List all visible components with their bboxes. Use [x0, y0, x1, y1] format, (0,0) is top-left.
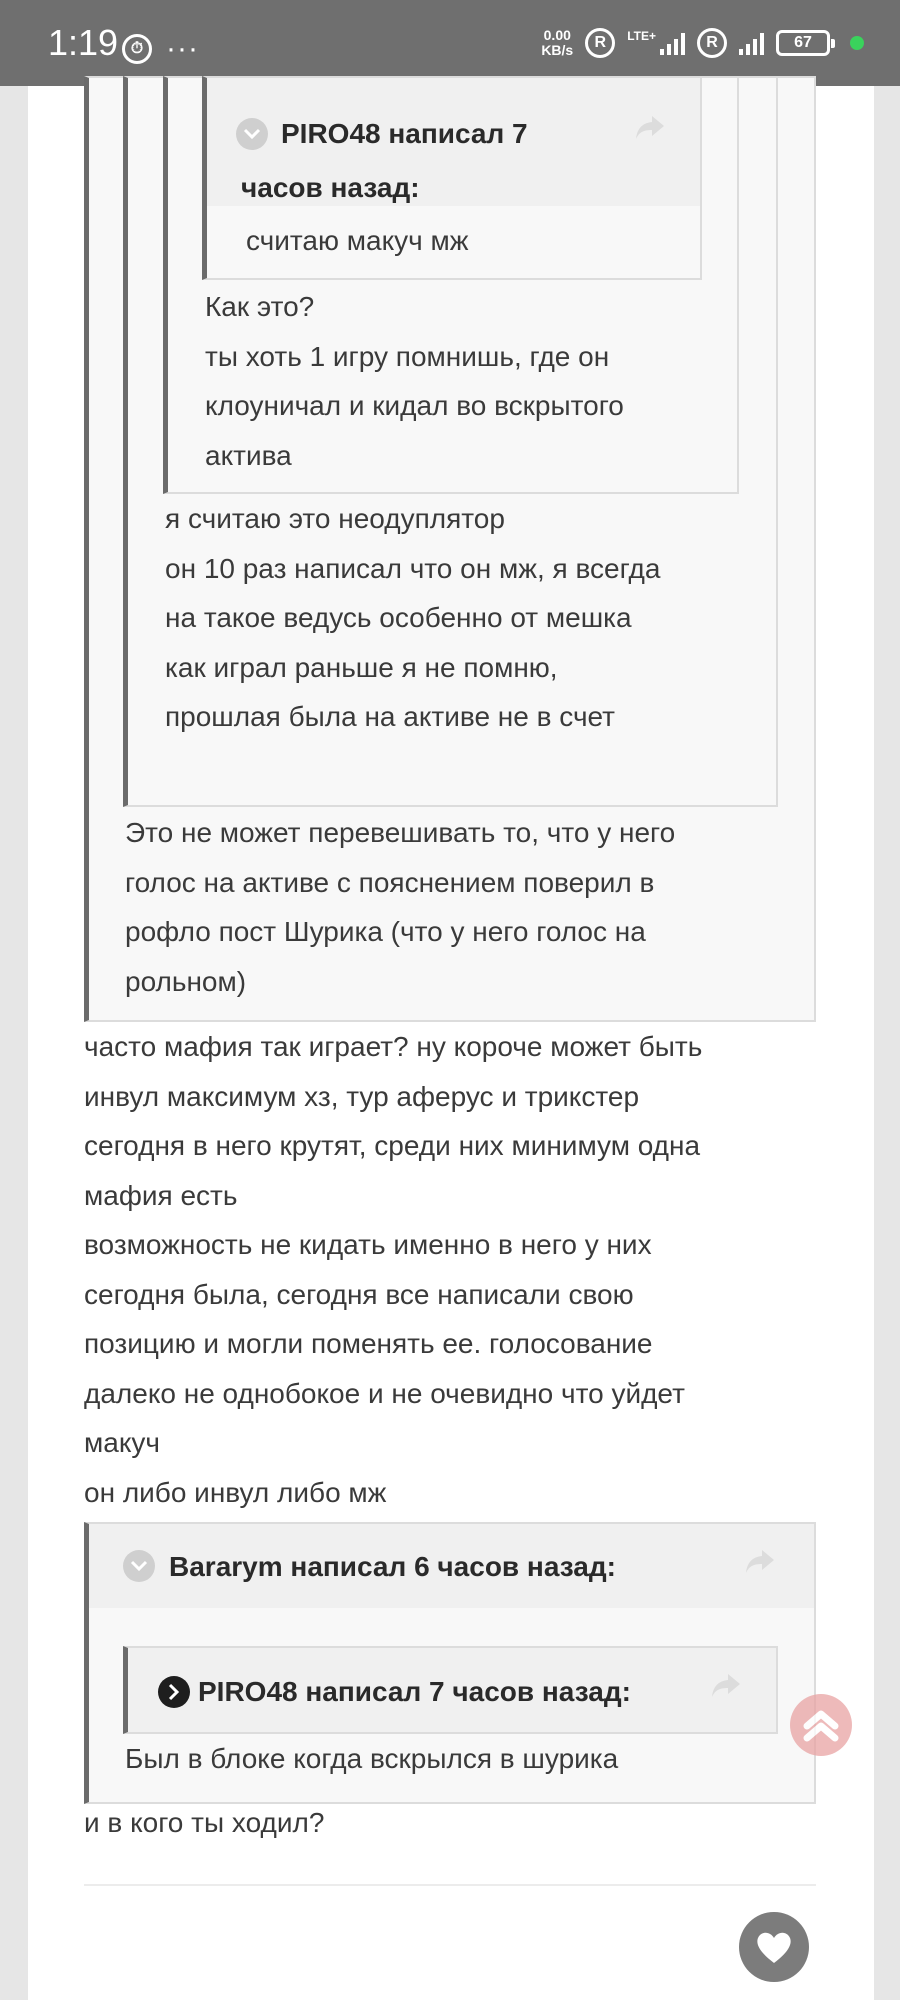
reply-text: и в кого ты ходил?: [84, 1807, 325, 1838]
share-icon[interactable]: [744, 1548, 776, 1576]
network-speed: 0.00 KB/s: [541, 27, 574, 58]
quote-header-piro48-collapsed[interactable]: [128, 1648, 776, 1732]
status-bar: [0, 0, 900, 86]
quote-header-piro48[interactable]: [207, 78, 700, 206]
scroll-top-button[interactable]: [790, 1694, 852, 1756]
more-notifications-icon: ···: [166, 32, 199, 65]
signal-icon-2: [739, 31, 764, 55]
quote-author: PIRO48 написал 7: [281, 118, 528, 149]
post-body: часто мафия так играет? ну короче может быть инвул максимум хз, тур аферус и трикстер сегодня в него крутят, среди них минимум одна мафия есть возможность не кидать именно в него у них сегодня была, сегодня все написали свою позицию и могли поменять ее. голосование далеко не однобокое и не очевидно что уйдет макуч он либо инвул либо мж: [84, 1031, 703, 1508]
quote-author: Bararym написал 6 часов назад:: [169, 1551, 616, 1582]
expand-chevron-icon[interactable]: [158, 1676, 190, 1708]
share-icon[interactable]: [710, 1672, 742, 1700]
quote-level-1-text: я считаю это неодуплятор он 10 раз написал что он мж, я всегда на такое ведусь особенно от мешка как играл раньше я не помню, прошлая была на активе не в счет: [165, 503, 661, 732]
share-icon[interactable]: [634, 114, 666, 142]
quote-author-time: часов назад:: [241, 172, 420, 203]
quote-level-0-text: Это не может перевешивать то, что у него голос на активе с пояснением поверил в рофло пост Шурика (что у него голос на рольном): [125, 817, 676, 997]
divider: [84, 1884, 816, 1886]
forum-page: [28, 86, 874, 2000]
roaming-icon-2: R: [697, 28, 727, 58]
like-button[interactable]: [739, 1912, 809, 1982]
quote-author: PIRO48 написал 7 часов назад:: [198, 1676, 631, 1707]
signal-icon: [660, 31, 685, 55]
lte-label: LTE+: [627, 29, 656, 43]
quote-header-bararym[interactable]: [89, 1524, 814, 1608]
quote-level-2-text: Как это? ты хоть 1 игру помнишь, где он клоуничал и кидал во вскрытого актива: [205, 291, 624, 471]
quote-bararym-text: Был в блоке когда вскрылся в шурика: [125, 1743, 619, 1774]
heart-icon: [754, 1929, 794, 1965]
collapse-chevron-icon[interactable]: [123, 1550, 155, 1582]
collapse-chevron-icon[interactable]: [236, 118, 268, 150]
status-time: 1:19: [48, 22, 119, 63]
roaming-icon: R: [585, 28, 615, 58]
double-chevron-up-icon: [801, 1706, 841, 1744]
quote-text: считаю макуч мж: [246, 225, 469, 256]
recording-dot-icon: [850, 36, 864, 50]
clock-notification-icon: ⏱: [122, 34, 152, 64]
battery-icon: 67: [776, 30, 830, 56]
